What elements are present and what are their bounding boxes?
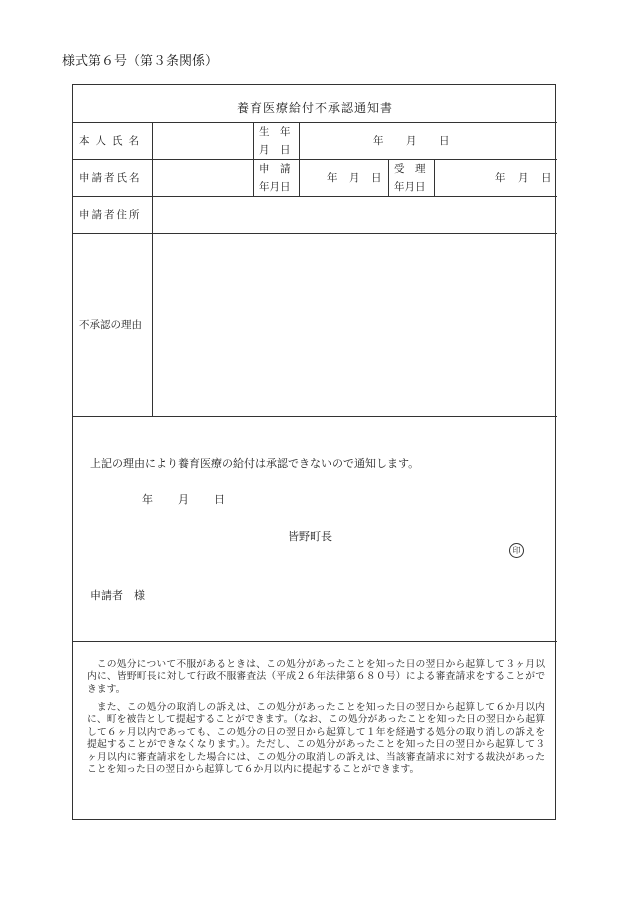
application-year: 年 — [327, 172, 338, 184]
notice-date-day: 日 — [214, 493, 225, 506]
receipt-year: 年 — [495, 172, 506, 184]
receipt-month: 月 — [518, 172, 529, 184]
addressee: 申請者 様 — [90, 589, 145, 602]
column-divider — [388, 159, 389, 196]
applicant-address-label: 申請者住所 — [79, 209, 142, 221]
birth-year: 年 — [373, 135, 384, 147]
notice-date-month: 月 — [178, 493, 189, 506]
divider — [73, 416, 557, 417]
receipt-date-label-top: 受 理 — [394, 163, 426, 175]
application-date-label-top: 申 請 — [259, 163, 291, 175]
birth-label-top: 生 年 — [259, 126, 291, 138]
person-name-label: 本人氏名 — [79, 135, 145, 147]
form-number: 様式第６号（第３条関係） — [62, 54, 219, 69]
notice-statement: 上記の理由により養育医療の給付は承認できないので通知します。 — [90, 457, 420, 470]
seal-mark: 印 — [509, 543, 524, 558]
column-divider — [299, 122, 300, 196]
appeal-notice-paragraph-2: また、この処分の取消しの訴えは、この処分があったことを知った日の翌日から起算して６か月以内に、町を被告として提起することができます。（なお、この処分があったことを知った日の翌日から起算して６ヶ月以内であっても、この処分の日の翌日から起算して１年を経過する処分の取り消しの訴えを提起することができなくなります。）。ただし、この処分があったことを知った日の翌日から起算して３ヶ月以内に審査請求をした場合には、この処分の取消しの訴えは、当該審査請求に対する裁決があったことを知った日の翌日から起算して６か月以内に提起することができます。 — [87, 702, 545, 776]
notice-form — [72, 84, 556, 820]
column-divider — [434, 159, 435, 196]
birth-label-bottom: 月 日 — [259, 144, 291, 156]
divider — [73, 233, 557, 234]
receipt-day: 日 — [541, 172, 552, 184]
receipt-date-label-bottom: 年月日 — [394, 181, 426, 193]
notice-date-year: 年 — [142, 493, 153, 506]
divider — [73, 641, 557, 642]
issuer-name: 皆野町長 — [288, 530, 332, 543]
divider — [73, 122, 557, 123]
column-divider — [253, 122, 254, 196]
application-date-label-bottom: 年月日 — [259, 181, 291, 193]
birth-day: 日 — [439, 135, 450, 147]
application-month: 月 — [349, 172, 360, 184]
birth-month: 月 — [406, 135, 417, 147]
reason-label: 不承認の理由 — [79, 319, 142, 331]
appeal-notice-paragraph-1: この処分について不服があるときは、この処分があったことを知った日の翌日から起算して３ヶ月以内に、皆野町長に対して行政不服審査法（平成２６年法律第６８０号）による審査請求をすることができます。 — [87, 659, 545, 695]
divider — [73, 196, 557, 197]
application-day: 日 — [371, 172, 382, 184]
applicant-name-label: 申請者氏名 — [79, 172, 142, 184]
label-column-divider — [152, 122, 153, 416]
divider — [73, 159, 557, 160]
document-title: 養育医療給付不承認通知書 — [236, 101, 393, 115]
